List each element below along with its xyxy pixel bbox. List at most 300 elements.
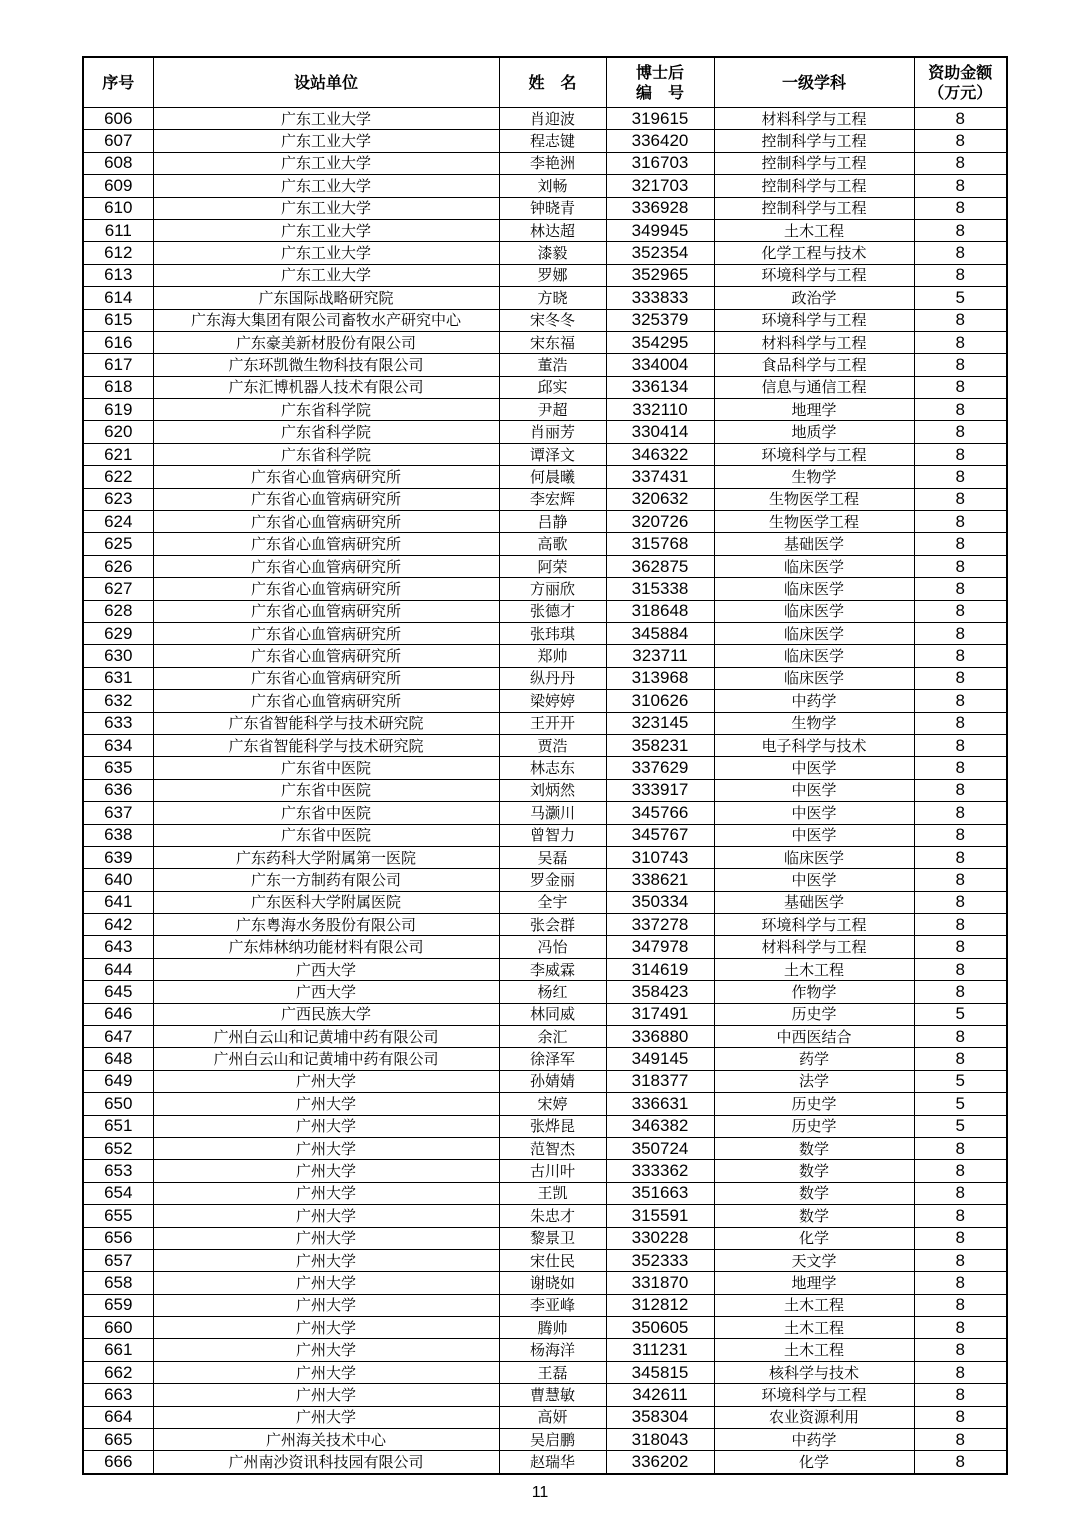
cell-amount: 8 xyxy=(914,1205,1007,1227)
cell-amount: 8 xyxy=(914,1137,1007,1159)
cell-seq: 656 xyxy=(83,1227,153,1249)
cell-seq: 617 xyxy=(83,354,153,376)
cell-name: 朱忠才 xyxy=(499,1205,606,1227)
cell-name: 古川叶 xyxy=(499,1160,606,1182)
cell-name: 邱实 xyxy=(499,376,606,398)
cell-seq: 650 xyxy=(83,1093,153,1115)
cell-unit: 广东一方制药有限公司 xyxy=(153,869,499,891)
cell-postdoc-no: 352965 xyxy=(606,264,714,286)
table-row xyxy=(83,891,1007,913)
cell-discipline: 中医学 xyxy=(714,824,914,846)
cell-seq: 635 xyxy=(83,757,153,779)
cell-amount: 8 xyxy=(914,690,1007,712)
cell-seq: 661 xyxy=(83,1339,153,1361)
cell-postdoc-no: 358231 xyxy=(606,734,714,756)
table-row xyxy=(83,1048,1007,1070)
table-row xyxy=(83,511,1007,533)
cell-seq: 660 xyxy=(83,1317,153,1339)
cell-name: 杨海洋 xyxy=(499,1339,606,1361)
cell-amount: 8 xyxy=(914,958,1007,980)
cell-discipline: 农业资源利用 xyxy=(714,1406,914,1428)
cell-seq: 654 xyxy=(83,1182,153,1204)
cell-discipline: 法学 xyxy=(714,1070,914,1092)
cell-discipline: 基础医学 xyxy=(714,533,914,555)
cell-unit: 广东环凯微生物科技有限公司 xyxy=(153,354,499,376)
cell-discipline: 中医学 xyxy=(714,869,914,891)
cell-seq: 641 xyxy=(83,891,153,913)
cell-discipline: 作物学 xyxy=(714,981,914,1003)
cell-postdoc-no: 352333 xyxy=(606,1249,714,1271)
cell-unit: 广西大学 xyxy=(153,958,499,980)
cell-name: 刘炳然 xyxy=(499,779,606,801)
cell-unit: 广东省心血管病研究所 xyxy=(153,600,499,622)
cell-name: 冯怡 xyxy=(499,936,606,958)
cell-name: 宋婷 xyxy=(499,1093,606,1115)
cell-discipline: 化学 xyxy=(714,1227,914,1249)
table-row xyxy=(83,1026,1007,1048)
cell-unit: 广东国际战略研究院 xyxy=(153,287,499,309)
cell-amount: 8 xyxy=(914,757,1007,779)
cell-name: 徐泽军 xyxy=(499,1048,606,1070)
cell-unit: 广东工业大学 xyxy=(153,197,499,219)
cell-amount: 8 xyxy=(914,734,1007,756)
cell-seq: 610 xyxy=(83,197,153,219)
cell-discipline: 中医学 xyxy=(714,802,914,824)
cell-seq: 616 xyxy=(83,331,153,353)
cell-seq: 613 xyxy=(83,264,153,286)
cell-discipline: 生物医学工程 xyxy=(714,511,914,533)
cell-unit: 广州大学 xyxy=(153,1294,499,1316)
cell-postdoc-no: 318377 xyxy=(606,1070,714,1092)
table-row xyxy=(83,958,1007,980)
cell-amount: 8 xyxy=(914,1294,1007,1316)
table-row xyxy=(83,914,1007,936)
cell-amount: 8 xyxy=(914,443,1007,465)
cell-seq: 665 xyxy=(83,1429,153,1451)
table-row xyxy=(83,331,1007,353)
cell-postdoc-no: 336134 xyxy=(606,376,714,398)
cell-discipline: 药学 xyxy=(714,1048,914,1070)
cell-postdoc-no: 362875 xyxy=(606,555,714,577)
cell-seq: 643 xyxy=(83,936,153,958)
cell-unit: 广州大学 xyxy=(153,1406,499,1428)
cell-seq: 628 xyxy=(83,600,153,622)
cell-postdoc-no: 323145 xyxy=(606,712,714,734)
cell-amount: 8 xyxy=(914,1272,1007,1294)
table-row xyxy=(83,936,1007,958)
cell-amount: 8 xyxy=(914,108,1007,130)
table-row xyxy=(83,152,1007,174)
table-row xyxy=(83,488,1007,510)
table-row xyxy=(83,108,1007,130)
cell-seq: 645 xyxy=(83,981,153,1003)
cell-postdoc-no: 336928 xyxy=(606,197,714,219)
cell-amount: 8 xyxy=(914,175,1007,197)
table-row xyxy=(83,1384,1007,1406)
cell-postdoc-no: 315768 xyxy=(606,533,714,555)
cell-postdoc-no: 336631 xyxy=(606,1093,714,1115)
cell-amount: 8 xyxy=(914,399,1007,421)
cell-seq: 620 xyxy=(83,421,153,443)
cell-seq: 658 xyxy=(83,1272,153,1294)
cell-unit: 广西大学 xyxy=(153,981,499,1003)
cell-name: 孙婧婧 xyxy=(499,1070,606,1092)
cell-name: 范智杰 xyxy=(499,1137,606,1159)
cell-discipline: 环境科学与工程 xyxy=(714,309,914,331)
cell-name: 高妍 xyxy=(499,1406,606,1428)
cell-name: 罗金丽 xyxy=(499,869,606,891)
cell-postdoc-no: 312812 xyxy=(606,1294,714,1316)
cell-unit: 广州大学 xyxy=(153,1070,499,1092)
table-row xyxy=(83,1249,1007,1271)
cell-postdoc-no: 317491 xyxy=(606,1003,714,1025)
cell-seq: 611 xyxy=(83,219,153,241)
cell-postdoc-no: 315591 xyxy=(606,1205,714,1227)
table-row xyxy=(83,846,1007,868)
cell-postdoc-no: 337629 xyxy=(606,757,714,779)
cell-discipline: 环境科学与工程 xyxy=(714,264,914,286)
cell-discipline: 生物医学工程 xyxy=(714,488,914,510)
cell-postdoc-no: 330228 xyxy=(606,1227,714,1249)
cell-discipline: 土木工程 xyxy=(714,219,914,241)
cell-seq: 648 xyxy=(83,1048,153,1070)
cell-discipline: 中医学 xyxy=(714,757,914,779)
cell-seq: 629 xyxy=(83,622,153,644)
cell-discipline: 生物学 xyxy=(714,466,914,488)
cell-discipline: 临床医学 xyxy=(714,578,914,600)
cell-amount: 8 xyxy=(914,130,1007,152)
cell-seq: 634 xyxy=(83,734,153,756)
cell-amount: 8 xyxy=(914,802,1007,824)
cell-unit: 广东省心血管病研究所 xyxy=(153,578,499,600)
cell-amount: 8 xyxy=(914,152,1007,174)
cell-amount: 8 xyxy=(914,914,1007,936)
table-row xyxy=(83,197,1007,219)
cell-name: 何晨曦 xyxy=(499,466,606,488)
cell-postdoc-no: 345884 xyxy=(606,622,714,644)
cell-postdoc-no: 350605 xyxy=(606,1317,714,1339)
cell-name: 肖丽芳 xyxy=(499,421,606,443)
cell-unit: 广东省心血管病研究所 xyxy=(153,488,499,510)
cell-seq: 664 xyxy=(83,1406,153,1428)
cell-postdoc-no: 337431 xyxy=(606,466,714,488)
cell-name: 高歌 xyxy=(499,533,606,555)
header-amount xyxy=(914,57,1007,108)
cell-name: 罗娜 xyxy=(499,264,606,286)
cell-name: 马灏川 xyxy=(499,802,606,824)
cell-postdoc-no: 337278 xyxy=(606,914,714,936)
cell-discipline: 信息与通信工程 xyxy=(714,376,914,398)
cell-seq: 618 xyxy=(83,376,153,398)
cell-amount: 8 xyxy=(914,981,1007,1003)
cell-amount: 8 xyxy=(914,511,1007,533)
cell-seq: 631 xyxy=(83,667,153,689)
cell-discipline: 电子科学与技术 xyxy=(714,734,914,756)
cell-amount: 8 xyxy=(914,1317,1007,1339)
cell-name: 曹慧敏 xyxy=(499,1384,606,1406)
cell-discipline: 临床医学 xyxy=(714,645,914,667)
cell-unit: 广州大学 xyxy=(153,1182,499,1204)
table-row xyxy=(83,1294,1007,1316)
cell-unit: 广东工业大学 xyxy=(153,242,499,264)
cell-postdoc-no: 354295 xyxy=(606,331,714,353)
cell-unit: 广州大学 xyxy=(153,1272,499,1294)
cell-unit: 广东粤海水务股份有限公司 xyxy=(153,914,499,936)
cell-discipline: 控制科学与工程 xyxy=(714,175,914,197)
cell-amount: 8 xyxy=(914,264,1007,286)
header-unit xyxy=(153,57,499,108)
cell-seq: 653 xyxy=(83,1160,153,1182)
table-row xyxy=(83,1272,1007,1294)
cell-unit: 广东省心血管病研究所 xyxy=(153,690,499,712)
cell-unit: 广州大学 xyxy=(153,1249,499,1271)
cell-seq: 615 xyxy=(83,309,153,331)
table-row xyxy=(83,399,1007,421)
cell-seq: 642 xyxy=(83,914,153,936)
cell-postdoc-no: 334004 xyxy=(606,354,714,376)
cell-amount: 5 xyxy=(914,1070,1007,1092)
cell-postdoc-no: 333917 xyxy=(606,779,714,801)
cell-seq: 638 xyxy=(83,824,153,846)
cell-amount: 5 xyxy=(914,287,1007,309)
table-row xyxy=(83,600,1007,622)
cell-seq: 630 xyxy=(83,645,153,667)
cell-discipline: 数学 xyxy=(714,1182,914,1204)
table-row xyxy=(83,1451,1007,1474)
cell-seq: 666 xyxy=(83,1451,153,1474)
cell-unit: 广州白云山和记黄埔中药有限公司 xyxy=(153,1048,499,1070)
cell-unit: 广州大学 xyxy=(153,1205,499,1227)
cell-amount: 8 xyxy=(914,1026,1007,1048)
cell-seq: 651 xyxy=(83,1115,153,1137)
table-row xyxy=(83,757,1007,779)
cell-name: 张玮琪 xyxy=(499,622,606,644)
cell-name: 林达超 xyxy=(499,219,606,241)
cell-name: 李艳洲 xyxy=(499,152,606,174)
header-discipline-label: 一级学科 xyxy=(781,72,846,92)
cell-amount: 8 xyxy=(914,779,1007,801)
table-row xyxy=(83,1227,1007,1249)
cell-discipline: 临床医学 xyxy=(714,600,914,622)
cell-amount: 8 xyxy=(914,600,1007,622)
page-number: 11 xyxy=(531,1484,549,1501)
cell-unit: 广东工业大学 xyxy=(153,130,499,152)
cell-name: 钟晓青 xyxy=(499,197,606,219)
cell-discipline: 地理学 xyxy=(714,1272,914,1294)
cell-seq: 625 xyxy=(83,533,153,555)
table-row xyxy=(83,1429,1007,1451)
cell-postdoc-no: 352354 xyxy=(606,242,714,264)
cell-unit: 广东工业大学 xyxy=(153,108,499,130)
table-row xyxy=(83,981,1007,1003)
cell-unit: 广东汇博机器人技术有限公司 xyxy=(153,376,499,398)
cell-discipline: 历史学 xyxy=(714,1115,914,1137)
header-name-label: 姓 名 xyxy=(528,72,577,92)
cell-postdoc-no: 347978 xyxy=(606,936,714,958)
cell-amount: 8 xyxy=(914,1227,1007,1249)
cell-postdoc-no: 333362 xyxy=(606,1160,714,1182)
cell-seq: 614 xyxy=(83,287,153,309)
cell-discipline: 核科学与技术 xyxy=(714,1361,914,1383)
cell-discipline: 临床医学 xyxy=(714,667,914,689)
cell-amount: 8 xyxy=(914,1182,1007,1204)
cell-unit: 广州大学 xyxy=(153,1115,499,1137)
cell-discipline: 控制科学与工程 xyxy=(714,152,914,174)
cell-unit: 广东豪美新材股份有限公司 xyxy=(153,331,499,353)
cell-unit: 广州大学 xyxy=(153,1093,499,1115)
cell-unit: 广东省智能科学与技术研究院 xyxy=(153,734,499,756)
cell-unit: 广州大学 xyxy=(153,1317,499,1339)
cell-unit: 广东省中医院 xyxy=(153,802,499,824)
cell-postdoc-no: 342611 xyxy=(606,1384,714,1406)
cell-amount: 8 xyxy=(914,712,1007,734)
cell-amount: 8 xyxy=(914,242,1007,264)
cell-seq: 644 xyxy=(83,958,153,980)
cell-postdoc-no: 331870 xyxy=(606,1272,714,1294)
cell-discipline: 数学 xyxy=(714,1205,914,1227)
cell-seq: 636 xyxy=(83,779,153,801)
cell-postdoc-no: 318648 xyxy=(606,600,714,622)
cell-amount: 8 xyxy=(914,421,1007,443)
cell-amount: 8 xyxy=(914,846,1007,868)
cell-unit: 广州大学 xyxy=(153,1160,499,1182)
cell-seq: 659 xyxy=(83,1294,153,1316)
cell-amount: 8 xyxy=(914,466,1007,488)
table-row xyxy=(83,242,1007,264)
cell-discipline: 控制科学与工程 xyxy=(714,197,914,219)
cell-postdoc-no: 323711 xyxy=(606,645,714,667)
cell-unit: 广东医科大学附属医院 xyxy=(153,891,499,913)
cell-discipline: 中医学 xyxy=(714,779,914,801)
cell-postdoc-no: 349145 xyxy=(606,1048,714,1070)
cell-amount: 8 xyxy=(914,869,1007,891)
table-row xyxy=(83,645,1007,667)
cell-unit: 广东省科学院 xyxy=(153,399,499,421)
table-row xyxy=(83,1137,1007,1159)
cell-discipline: 环境科学与工程 xyxy=(714,914,914,936)
table-row xyxy=(83,309,1007,331)
table-row xyxy=(83,287,1007,309)
cell-seq: 649 xyxy=(83,1070,153,1092)
table-body xyxy=(83,108,1007,1474)
cell-name: 曾智力 xyxy=(499,824,606,846)
cell-seq: 633 xyxy=(83,712,153,734)
cell-amount: 8 xyxy=(914,219,1007,241)
cell-postdoc-no: 346322 xyxy=(606,443,714,465)
cell-discipline: 土木工程 xyxy=(714,958,914,980)
cell-postdoc-no: 332110 xyxy=(606,399,714,421)
cell-amount: 8 xyxy=(914,1249,1007,1271)
cell-name: 纵丹丹 xyxy=(499,667,606,689)
cell-amount: 8 xyxy=(914,1384,1007,1406)
cell-postdoc-no: 325379 xyxy=(606,309,714,331)
cell-discipline: 政治学 xyxy=(714,287,914,309)
cell-discipline: 土木工程 xyxy=(714,1317,914,1339)
cell-name: 贾浩 xyxy=(499,734,606,756)
cell-seq: 662 xyxy=(83,1361,153,1383)
table-row xyxy=(83,802,1007,824)
cell-unit: 广东省心血管病研究所 xyxy=(153,533,499,555)
cell-name: 吴磊 xyxy=(499,846,606,868)
cell-discipline: 中药学 xyxy=(714,690,914,712)
cell-unit: 广东省中医院 xyxy=(153,757,499,779)
table-row xyxy=(83,1182,1007,1204)
cell-seq: 619 xyxy=(83,399,153,421)
cell-seq: 655 xyxy=(83,1205,153,1227)
cell-discipline: 材料科学与工程 xyxy=(714,331,914,353)
header-unit-label: 设站单位 xyxy=(293,72,358,92)
cell-postdoc-no: 358423 xyxy=(606,981,714,1003)
cell-amount: 8 xyxy=(914,1339,1007,1361)
table-row xyxy=(83,1361,1007,1383)
cell-amount: 8 xyxy=(914,309,1007,331)
table-row xyxy=(83,354,1007,376)
cell-seq: 626 xyxy=(83,555,153,577)
cell-name: 王凯 xyxy=(499,1182,606,1204)
cell-seq: 623 xyxy=(83,488,153,510)
cell-name: 阿荣 xyxy=(499,555,606,577)
cell-unit: 广东省心血管病研究所 xyxy=(153,511,499,533)
cell-discipline: 生物学 xyxy=(714,712,914,734)
cell-seq: 624 xyxy=(83,511,153,533)
header-postdoc-no xyxy=(606,57,714,108)
cell-name: 张德才 xyxy=(499,600,606,622)
cell-discipline: 食品科学与工程 xyxy=(714,354,914,376)
cell-postdoc-no: 319615 xyxy=(606,108,714,130)
cell-seq: 627 xyxy=(83,578,153,600)
table-row xyxy=(83,1406,1007,1428)
table-row xyxy=(83,869,1007,891)
cell-name: 余汇 xyxy=(499,1026,606,1048)
table-row xyxy=(83,421,1007,443)
table-row xyxy=(83,1093,1007,1115)
cell-amount: 8 xyxy=(914,555,1007,577)
cell-amount: 8 xyxy=(914,488,1007,510)
cell-postdoc-no: 318043 xyxy=(606,1429,714,1451)
table-row xyxy=(83,690,1007,712)
header-amount-line1: 资助金额 xyxy=(928,62,993,82)
cell-amount: 8 xyxy=(914,1406,1007,1428)
cell-name: 黎景卫 xyxy=(499,1227,606,1249)
cell-amount: 8 xyxy=(914,891,1007,913)
cell-amount: 8 xyxy=(914,533,1007,555)
funding-table xyxy=(82,56,1008,1475)
cell-name: 杨红 xyxy=(499,981,606,1003)
cell-seq: 606 xyxy=(83,108,153,130)
cell-postdoc-no: 320726 xyxy=(606,511,714,533)
table-row xyxy=(83,578,1007,600)
cell-postdoc-no: 336420 xyxy=(606,130,714,152)
header-postdoc-no-line2: 编 号 xyxy=(635,82,684,102)
cell-unit: 广东省中医院 xyxy=(153,779,499,801)
cell-discipline: 地理学 xyxy=(714,399,914,421)
cell-name: 董浩 xyxy=(499,354,606,376)
cell-postdoc-no: 336202 xyxy=(606,1451,714,1474)
cell-postdoc-no: 338621 xyxy=(606,869,714,891)
cell-name: 方晓 xyxy=(499,287,606,309)
cell-postdoc-no: 345767 xyxy=(606,824,714,846)
table-row xyxy=(83,622,1007,644)
cell-name: 吴启鹏 xyxy=(499,1429,606,1451)
cell-discipline: 中西医结合 xyxy=(714,1026,914,1048)
cell-name: 刘畅 xyxy=(499,175,606,197)
table-row xyxy=(83,712,1007,734)
table-row xyxy=(83,130,1007,152)
cell-seq: 622 xyxy=(83,466,153,488)
cell-unit: 广东省科学院 xyxy=(153,421,499,443)
table-row xyxy=(83,1070,1007,1092)
cell-amount: 8 xyxy=(914,331,1007,353)
